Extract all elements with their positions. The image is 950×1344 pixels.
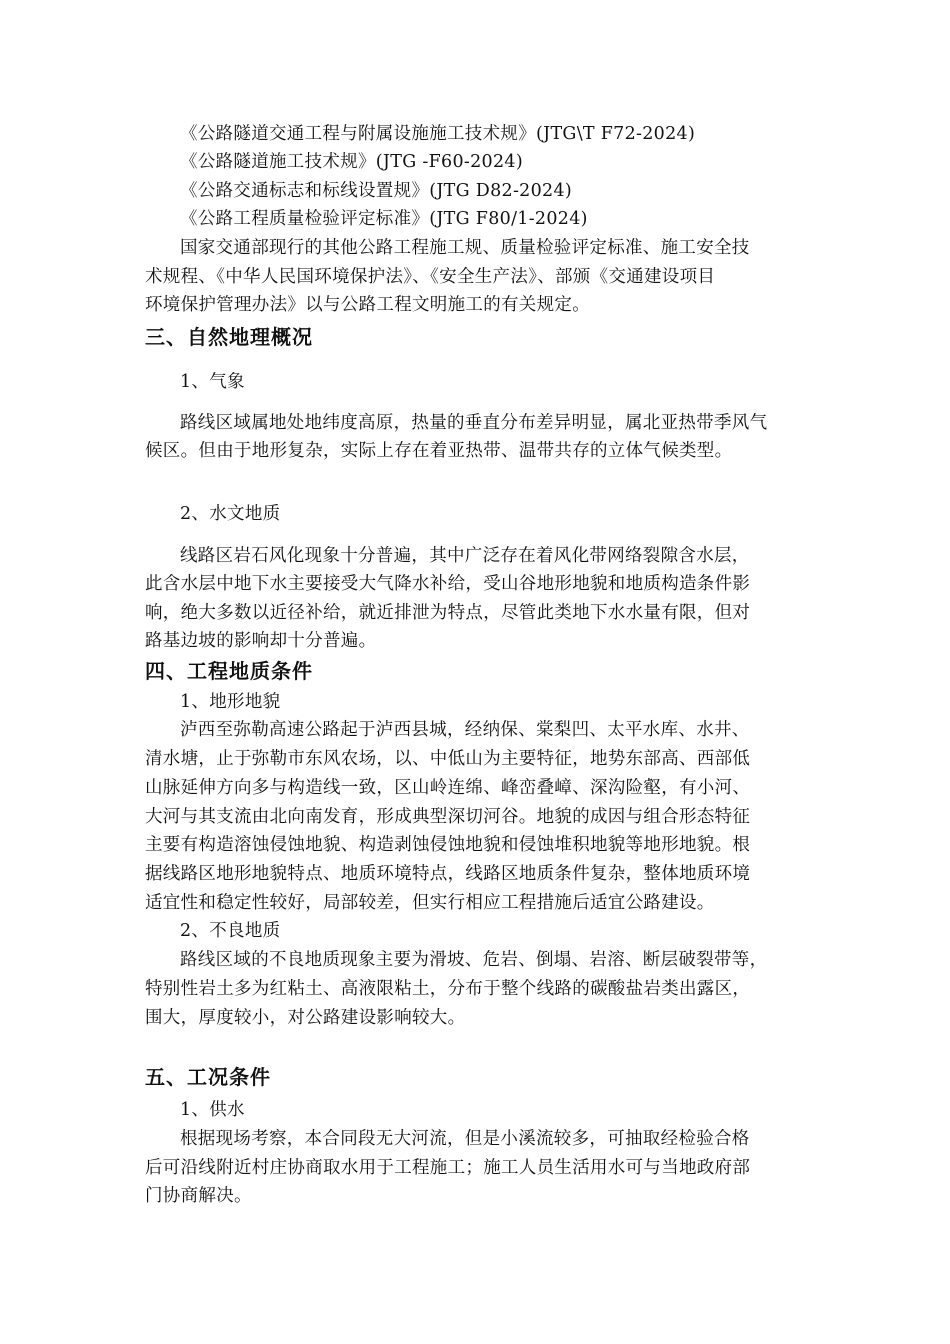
subsection-title: 2、不良地质 (180, 921, 281, 941)
paragraph-line: 特别性岩土多为红粘土、高液限粘土，分布于整个线路的碳酸盐岩类出露区， (145, 979, 751, 999)
paragraph-line: 适宜性和稳定性较好，局部较差，但实行相应工程措施后适宜公路建设。 (145, 893, 715, 913)
paragraph-line: 国家交通部现行的其他公路工程施工规、质量检验评定标准、施工安全技 (180, 238, 750, 258)
paragraph-line: 后可沿线附近村庄协商取水用于工程施工；施工人员生活用水可与当地政府部 (145, 1158, 751, 1178)
paragraph-line: 根据现场考察，本合同段无大河流，但是小溪流较多，可抽取经检验合格 (180, 1129, 750, 1149)
paragraph-line: 大河与其支流由北向南发育，形成典型深切河谷。地貌的成因与组合形态特征 (145, 807, 751, 827)
paragraph-line: 环境保护管理办法》以与公路工程文明施工的有关规定。 (145, 295, 590, 315)
paragraph-line: 主要有构造溶蚀侵蚀地貌、构造剥蚀侵蚀地貌和侵蚀堆积地貌等地形地貌。根 (145, 835, 751, 855)
reference-item: 《公路隧道施工技术规》(JTG -F60-2024) (180, 152, 523, 172)
paragraph-line: 门协商解决。 (145, 1186, 252, 1206)
reference-item: 《公路工程质量检验评定标准》(JTG F80/1-2024) (180, 209, 588, 229)
paragraph-line: 线路区岩石风化现象十分普遍，其中广泛存在着风化带网络裂隙含水层， (180, 546, 750, 566)
paragraph-line: 路线区域属地处地纬度高原，热量的垂直分布差异明显，属北亚热带季风气 (180, 413, 768, 433)
reference-item: 《公路隧道交通工程与附属设施施工技术规》(JTG\T F72-2024) (180, 124, 696, 144)
paragraph-line: 据线路区地形地貌特点、地质环境特点，线路区地质条件复杂，整体地质环境 (145, 864, 751, 884)
section-heading: 四、工程地质条件 (145, 659, 313, 683)
paragraph-line: 山脉延伸方向多与构造线一致，区山岭连绵、峰峦叠嶂、深沟险壑，有小河、 (145, 778, 751, 798)
subsection-title: 2、水文地质 (180, 504, 281, 524)
paragraph-line: 术规程、《中华人民国环境保护法》、《安全生产法》、部颁《交通建设项目 (145, 267, 716, 287)
paragraph-line: 路基边坡的影响却十分普遍。 (145, 631, 377, 651)
section-heading: 五、工况条件 (145, 1065, 271, 1089)
subsection-title: 1、供水 (180, 1100, 245, 1120)
subsection-title: 1、气象 (180, 372, 245, 392)
reference-item: 《公路交通标志和标线设置规》(JTG D82-2024) (180, 181, 573, 201)
subsection-title: 1、地形地貌 (180, 692, 281, 712)
paragraph-line: 此含水层中地下水主要接受大气降水补给，受山谷地形地貌和地质构造条件影 (145, 574, 751, 594)
paragraph-line: 候区。但由于地形复杂，实际上存在着亚热带、温带共存的立体气候类型。 (145, 441, 733, 461)
paragraph-line: 泸西至弥勒高速公路起于泸西县城，经纳保、棠梨凹、太平水库、水井、 (180, 720, 750, 740)
paragraph-line: 围大，厚度较小，对公路建设影响较大。 (145, 1008, 466, 1028)
paragraph-line: 清水塘，止于弥勒市东风农场，以、中低山为主要特征，地势东部高、西部低 (145, 749, 751, 769)
section-heading: 三、自然地理概况 (145, 325, 313, 349)
paragraph-line: 路线区域的不良地质现象主要为滑坡、危岩、倒塌、岩溶、断层破裂带等， (180, 950, 768, 970)
paragraph-line: 响，绝大多数以近径补给，就近排泄为特点，尽管此类地下水水量有限，但对 (145, 603, 751, 623)
